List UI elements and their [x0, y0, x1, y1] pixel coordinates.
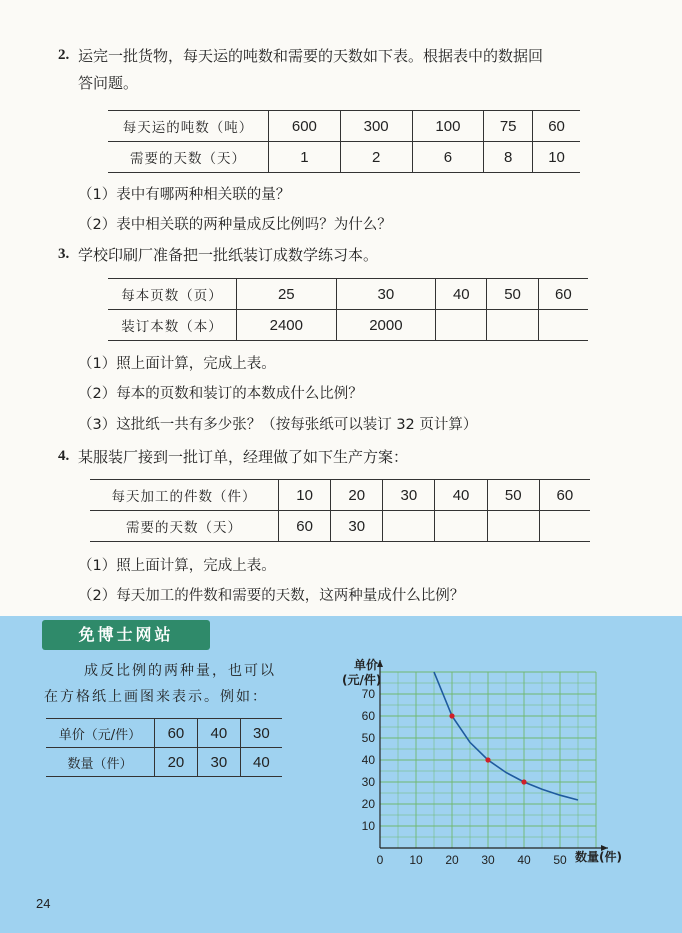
table-cell: 60 [539, 480, 590, 511]
row-header: 每天加工的件数（件） [90, 480, 279, 511]
table-cell: 300 [340, 111, 412, 142]
table-cell: 30 [336, 279, 436, 310]
table-cell: 60 [533, 111, 580, 142]
table-row [46, 719, 282, 748]
y-axis-unit: (元/件) [342, 673, 382, 687]
table-cell: 25 [237, 279, 337, 310]
row-header: 每本页数（页） [108, 279, 237, 310]
y-tick-label: 50 [361, 731, 375, 745]
table-row [90, 480, 590, 511]
y-tick-label: 40 [361, 753, 375, 767]
x-tick-label: 10 [409, 853, 423, 867]
table-row [108, 310, 588, 341]
table-cell: 30 [197, 748, 240, 777]
row-header: 需要的天数（天） [90, 511, 279, 542]
table-cell [436, 310, 487, 341]
table-cell: 20 [331, 480, 383, 511]
x-axis-label: 数量(件) [575, 850, 622, 864]
table-row [90, 511, 590, 542]
table-cell: 6 [412, 142, 484, 173]
table-cell [435, 511, 487, 542]
x-tick-label: 30 [481, 853, 495, 867]
table-cell: 20 [155, 748, 198, 777]
table-cell: 8 [484, 142, 533, 173]
table-cell: 40 [435, 480, 487, 511]
y-tick-label: 60 [361, 709, 375, 723]
table-cell: 600 [269, 111, 341, 142]
q3-sub3: （3）这批纸一共有多少张？（按每张纸可以装订 32 页计算） [78, 417, 478, 433]
table-cell: 30 [383, 480, 435, 511]
y-tick-label: 10 [361, 819, 375, 833]
q2-text-line2: 答问题。 [78, 74, 139, 92]
q3-sub1: （1）照上面计算，完成上表。 [78, 356, 276, 372]
table-cell: 1 [269, 142, 341, 173]
data-point [521, 779, 526, 784]
q3-number: 3. [58, 246, 70, 262]
table-cell [383, 511, 435, 542]
chart-axes [377, 660, 608, 851]
x-tick-label: 20 [445, 853, 459, 867]
x-tick-label: 0 [376, 853, 384, 867]
row-header: 数量（件） [46, 748, 155, 777]
data-point [485, 757, 490, 762]
site-table [46, 718, 282, 777]
table-row [108, 279, 588, 310]
q2-sub1: （1）表中有哪两种相关联的量？ [78, 187, 291, 203]
table-row [108, 142, 580, 173]
table-cell: 75 [484, 111, 533, 142]
q2-text-line1: 运完一批货物，每天运的吨数和需要的天数如下表。根据表中的数据回 [78, 47, 544, 65]
table-row [108, 111, 580, 142]
table-cell: 40 [197, 719, 240, 748]
row-header: 需要的天数（天） [108, 142, 269, 173]
q4-sub1: （1）照上面计算，完成上表。 [78, 558, 276, 574]
q2-number: 2. [58, 47, 70, 63]
row-header: 每天运的吨数（吨） [108, 111, 269, 142]
q3-text: 学校印刷厂准备把一批纸装订成数学练习本。 [78, 246, 379, 264]
data-point [449, 713, 454, 718]
table-cell [487, 310, 538, 341]
table-cell [539, 511, 590, 542]
inverse-proportion-chart [320, 655, 650, 875]
site-banner: 免博士网站 [42, 620, 210, 650]
table-cell: 2 [340, 142, 412, 173]
table-cell: 10 [279, 480, 331, 511]
site-intro-line2: 在方格纸上画图来表示。例如： [44, 689, 268, 705]
q2-table [108, 110, 580, 173]
table-cell: 50 [487, 480, 539, 511]
row-header: 单价（元/件） [46, 719, 155, 748]
table-cell: 50 [487, 279, 538, 310]
page-number: 24 [36, 896, 51, 911]
q4-text: 某服装厂接到一批订单，经理做了如下生产方案： [78, 448, 409, 466]
y-tick-label: 30 [361, 775, 375, 789]
y-axis-label: 单价 [354, 658, 379, 672]
table-cell: 2000 [336, 310, 436, 341]
y-tick-label: 70 [361, 687, 375, 701]
x-tick-label: 40 [517, 853, 531, 867]
table-cell: 2400 [237, 310, 337, 341]
table-cell: 10 [533, 142, 580, 173]
q3-table [108, 278, 588, 341]
q4-sub2: （2）每天加工的件数和需要的天数，这两种量成什么比例？ [78, 588, 465, 604]
table-cell [487, 511, 539, 542]
table-cell: 40 [240, 748, 282, 777]
site-intro-line1: 成反比例的两种量，也可以 [84, 663, 276, 679]
q4-number: 4. [58, 448, 70, 464]
table-cell: 100 [412, 111, 484, 142]
table-row [46, 748, 282, 777]
table-cell: 60 [155, 719, 198, 748]
q2-sub2: （2）表中相关联的两种量成反比例吗？为什么？ [78, 217, 392, 233]
table-cell: 30 [331, 511, 383, 542]
x-tick-label: 50 [553, 853, 567, 867]
table-cell: 60 [279, 511, 331, 542]
table-cell: 30 [240, 719, 282, 748]
table-cell [538, 310, 588, 341]
y-tick-label: 20 [361, 797, 375, 811]
q4-table [90, 479, 590, 542]
table-cell: 40 [436, 279, 487, 310]
q3-sub2: （2）每本的页数和装订的本数成什么比例？ [78, 386, 363, 402]
table-cell: 60 [538, 279, 588, 310]
row-header: 装订本数（本） [108, 310, 237, 341]
